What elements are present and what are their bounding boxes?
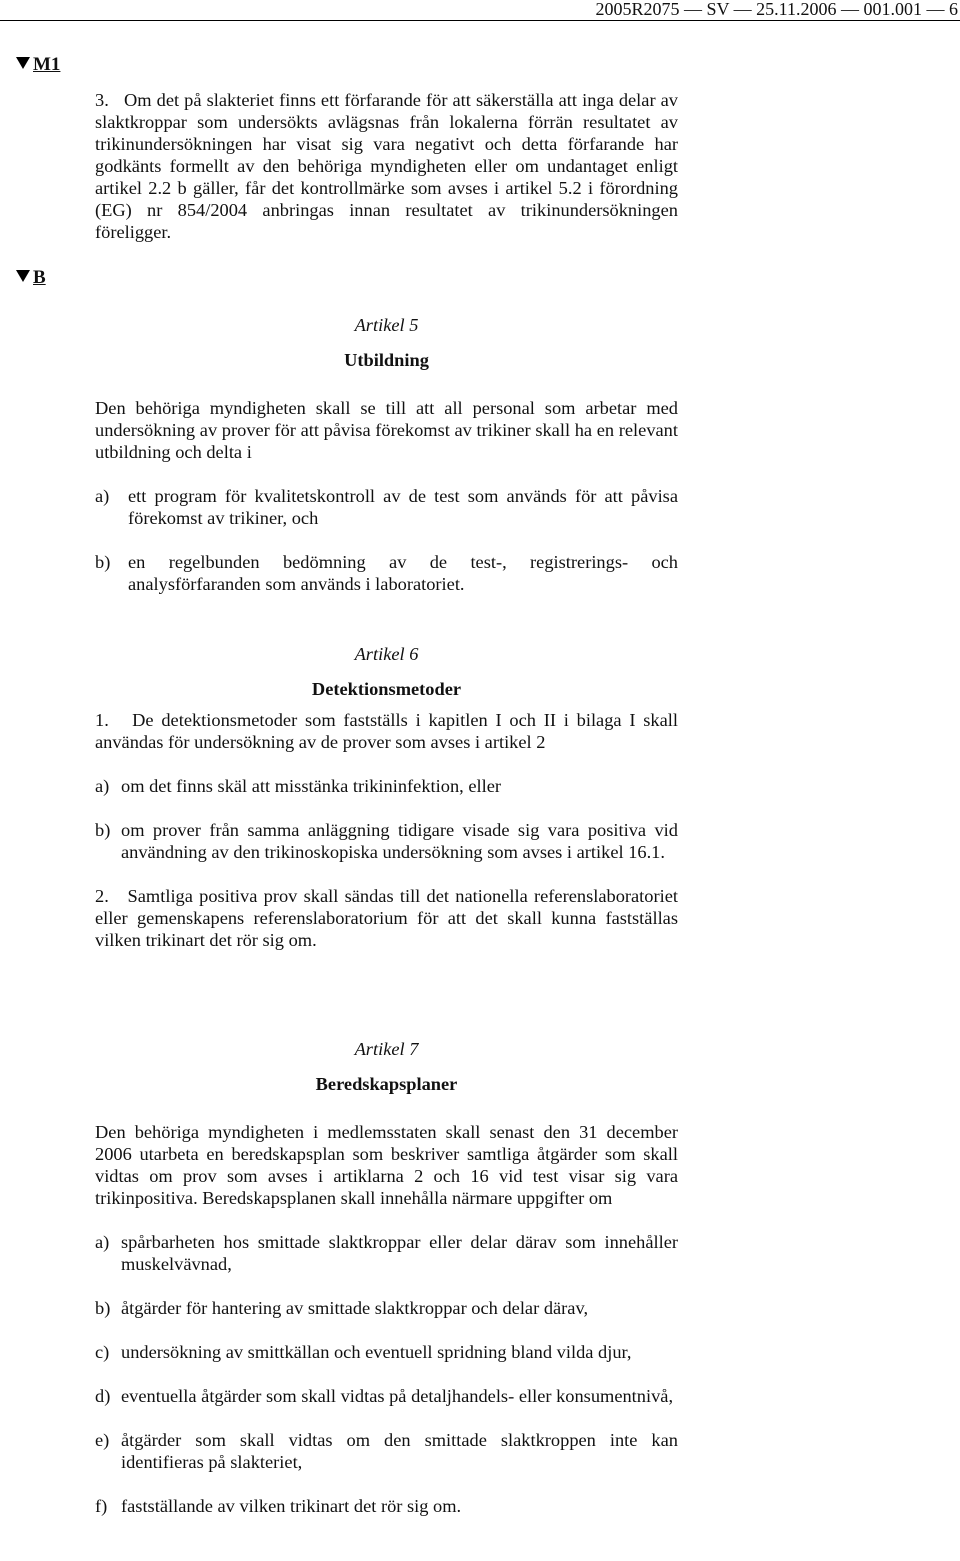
marker-label: B [33,267,46,288]
paragraph: 3. Om det på slakteriet finns ett förfarande för att säkerställa att inga delar av slaktkroppar som undersökts avlägsnas från lokalerna förrän resultatet av trikinundersökningen har visat sig vara negativt och detta förfarande har godkänts formellt av den behöriga myndigheten eller om undantaget enligt artikel 2.2 b gäller, får det kontrollmärke som avses i artikel 5.2 i förordning (EG) nr 854/2004 anbringas innan resultatet av trikinundersökningen föreligger. [95,90,683,242]
paragraph: Den behöriga myndigheten i medlemsstaten skall senast den 31 december 2006 utarbeta en beredskapsplan som beskriver samtliga åtgärder som skall vidtas om prov som avses i artiklarna 2 och 16 vid test visar sig vara trikinpositiva. Beredskapsplanen skall innehålla närmare uppgifter om [95,1122,678,1208]
list-item [95,819,678,863]
list-text: eventuella åtgärder som skall vidtas på detaljhandels- eller konsumentnivå, [121,1386,674,1406]
m1-section [95,89,683,243]
article-6 [95,643,683,951]
list-key: b) [95,1298,111,1318]
article-title: Utbildning [344,350,429,370]
down-triangle-icon [16,57,30,69]
list-item [95,1429,678,1473]
list-item [95,1341,678,1363]
article-number: Artikel 7 [354,1039,419,1059]
list-key: a) [95,1232,110,1252]
list-key: e) [95,1430,110,1450]
list-key: c) [95,1342,110,1362]
list-item [95,1297,678,1319]
list-text: om prover från samma anläggning tidigare visade sig vara positiva vid användning av den trikinoskopiska undersökning som avses i artikel 16.1. [121,820,678,862]
list-item [95,485,678,529]
list-item [95,551,678,595]
list-text: spårbarheten hos smittade slaktkroppar eller delar därav som innehåller muskelvävnad, [121,1232,678,1274]
article-7 [95,1038,678,1517]
list-text: åtgärder för hantering av smittade slaktkroppar och delar därav, [121,1298,589,1318]
article-number: Artikel 5 [354,315,419,335]
list-item [95,775,678,797]
amendment-marker-b [16,267,46,289]
list-text: ett program för kvalitetskontroll av de test som används för att påvisa förekomst av trikiner, och [128,486,678,528]
paragraph: 1. De detektionsmetoder som fastställs i kapitlen I och II i bilaga I skall användas för undersökning av de prover som avses i artikel 2 [95,710,683,752]
list-text: fastställande av vilken trikinart det rör sig om. [121,1496,462,1516]
list-item [95,1231,678,1275]
list-key: f) [95,1496,108,1516]
amendment-marker-m1 [16,54,60,76]
marker-label: M1 [33,54,61,75]
article-number: Artikel 6 [354,644,419,664]
list-text: om det finns skäl att misstänka trikininfektion, eller [121,776,501,796]
list-text: undersökning av smittkällan och eventuell spridning bland vilda djur, [121,1342,632,1362]
list-key: b) [95,820,111,840]
running-header: 2005R2075 — SV — 25.11.2006 — 001.001 — 6 [0,0,960,21]
paragraph: Den behöriga myndigheten skall se till att all personal som arbetar med undersökning av prover för att påvisa förekomst av trikiner skall ha en relevant utbildning och delta i [95,398,678,462]
article-5 [95,314,678,595]
article-title: Detektionsmetoder [311,679,462,699]
list-key: a) [95,776,110,796]
paragraph: 2. Samtliga positiva prov skall sändas till det nationella referenslaboratoriet eller gemenskapens referenslaboratorium för att det skall kunna fastställas vilken trikinart det rör sig om. [95,886,683,950]
list-item [95,1385,678,1407]
down-triangle-icon [16,270,30,282]
list-text: en regelbunden bedömning av de test-, registrerings- och analysförfaranden som används i laboratoriet. [128,552,678,594]
list-key: b) [95,552,111,572]
list-item [95,1495,678,1517]
list-key: d) [95,1386,111,1406]
list-key: a) [95,486,110,506]
list-text: åtgärder som skall vidtas om den smittade slaktkroppen inte kan identifieras på slakteriet, [121,1430,678,1472]
article-title: Beredskapsplaner [315,1074,458,1094]
